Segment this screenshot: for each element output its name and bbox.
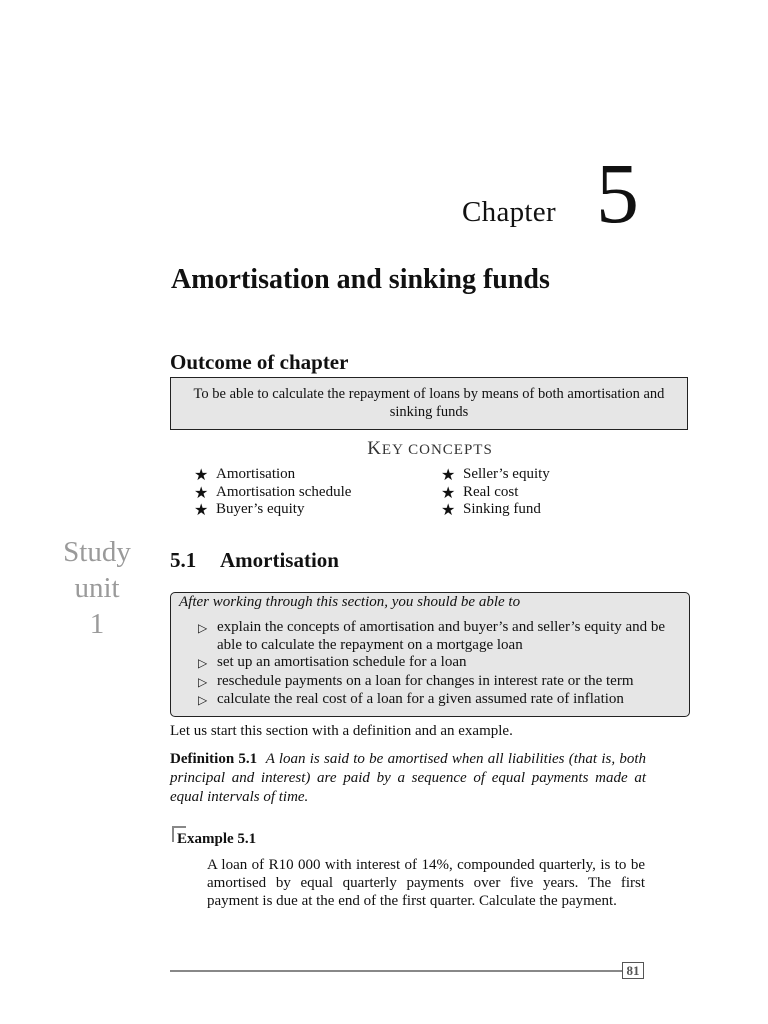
- key-concepts-right-column: [441, 466, 550, 519]
- star-icon: ★: [441, 465, 456, 484]
- objective-item: [198, 619, 683, 654]
- example-label: Example 5.1: [177, 831, 257, 847]
- objective-text: set up an amortisation schedule for a loan: [217, 654, 467, 671]
- key-concept-label: Real cost: [463, 483, 519, 500]
- star-icon: ★: [194, 500, 209, 519]
- definition-block: [170, 750, 646, 807]
- study-unit-margin-label: [52, 534, 142, 642]
- section-title: Amortisation: [220, 548, 339, 572]
- learning-objectives-box: [170, 592, 690, 717]
- objective-item: [198, 691, 683, 710]
- triangle-bullet-icon: ▷: [198, 693, 208, 708]
- key-concept-item: [194, 466, 351, 484]
- definition-text: A loan is said to be amortised when all liabilities (that is, both principal and interest) are paid by a sequence of equal payments made at equal intervals of time.: [170, 751, 647, 805]
- triangle-bullet-icon: ▷: [198, 674, 208, 689]
- definition-label: Definition 5.1: [170, 751, 258, 767]
- chapter-title: Amortisation and sinking funds: [171, 264, 550, 295]
- objective-item: [198, 673, 683, 692]
- key-concept-label: Amortisation schedule: [216, 483, 352, 500]
- study-unit-line: Study: [63, 536, 131, 568]
- key-concept-item: [194, 484, 351, 502]
- study-unit-line: unit: [74, 572, 120, 604]
- objectives-list: [198, 619, 683, 710]
- key-concept-label: Buyer’s equity: [216, 501, 305, 517]
- key-concepts-left-column: [194, 466, 351, 519]
- key-concepts-heading-rest: EY CONCEPTS: [381, 442, 493, 458]
- key-concepts-heading: [170, 438, 690, 460]
- chapter-number: 5: [596, 145, 639, 241]
- key-concept-item: [441, 501, 550, 519]
- star-icon: ★: [441, 482, 456, 502]
- outcome-box: [170, 377, 688, 430]
- key-concept-item: [441, 466, 550, 484]
- key-concept-item: [194, 501, 351, 519]
- footer-rule: [170, 970, 622, 972]
- objective-text: calculate the real cost of a loan for a given assumed rate of inflation: [217, 691, 624, 708]
- outcome-heading: Outcome of chapter: [170, 350, 349, 374]
- objective-text: explain the concepts of amortisation and buyer’s and seller’s equity and be able to calculate the repayment on a mortgage loan: [217, 619, 666, 653]
- star-icon: ★: [441, 500, 456, 519]
- example-text: A loan of R10 000 with interest of 14%, compounded quarterly, is to be amortised by equal quarterly payments over five years. The first payment is due at the end of the first quarter. Calculate the payment.: [207, 857, 645, 909]
- objective-text: reschedule payments on a loan for changes in interest rate or the term: [217, 672, 634, 689]
- section-heading: [170, 548, 339, 573]
- chapter-label: Chapter: [462, 196, 556, 228]
- key-concepts-heading-initial: K: [367, 438, 382, 459]
- key-concept-label: Amortisation: [216, 466, 296, 482]
- study-unit-number: 1: [89, 608, 105, 640]
- key-concept-label: Sinking fund: [463, 501, 541, 517]
- outcome-text: To be able to calculate the repayment of loans by means of both amortisation and sinking funds: [193, 386, 665, 420]
- page-number: 81: [622, 962, 644, 979]
- objectives-intro: After working through this section, you should be able to: [179, 594, 521, 610]
- triangle-bullet-icon: ▷: [198, 621, 208, 635]
- section-number: 5.1: [170, 548, 197, 572]
- key-concept-label: Seller’s equity: [463, 466, 550, 482]
- objective-item: [198, 654, 683, 673]
- star-icon: ★: [194, 482, 209, 502]
- star-icon: ★: [194, 465, 209, 484]
- key-concept-item: [441, 484, 550, 502]
- intro-paragraph: Let us start this section with a definition and an example.: [170, 723, 513, 739]
- triangle-bullet-icon: ▷: [198, 656, 208, 671]
